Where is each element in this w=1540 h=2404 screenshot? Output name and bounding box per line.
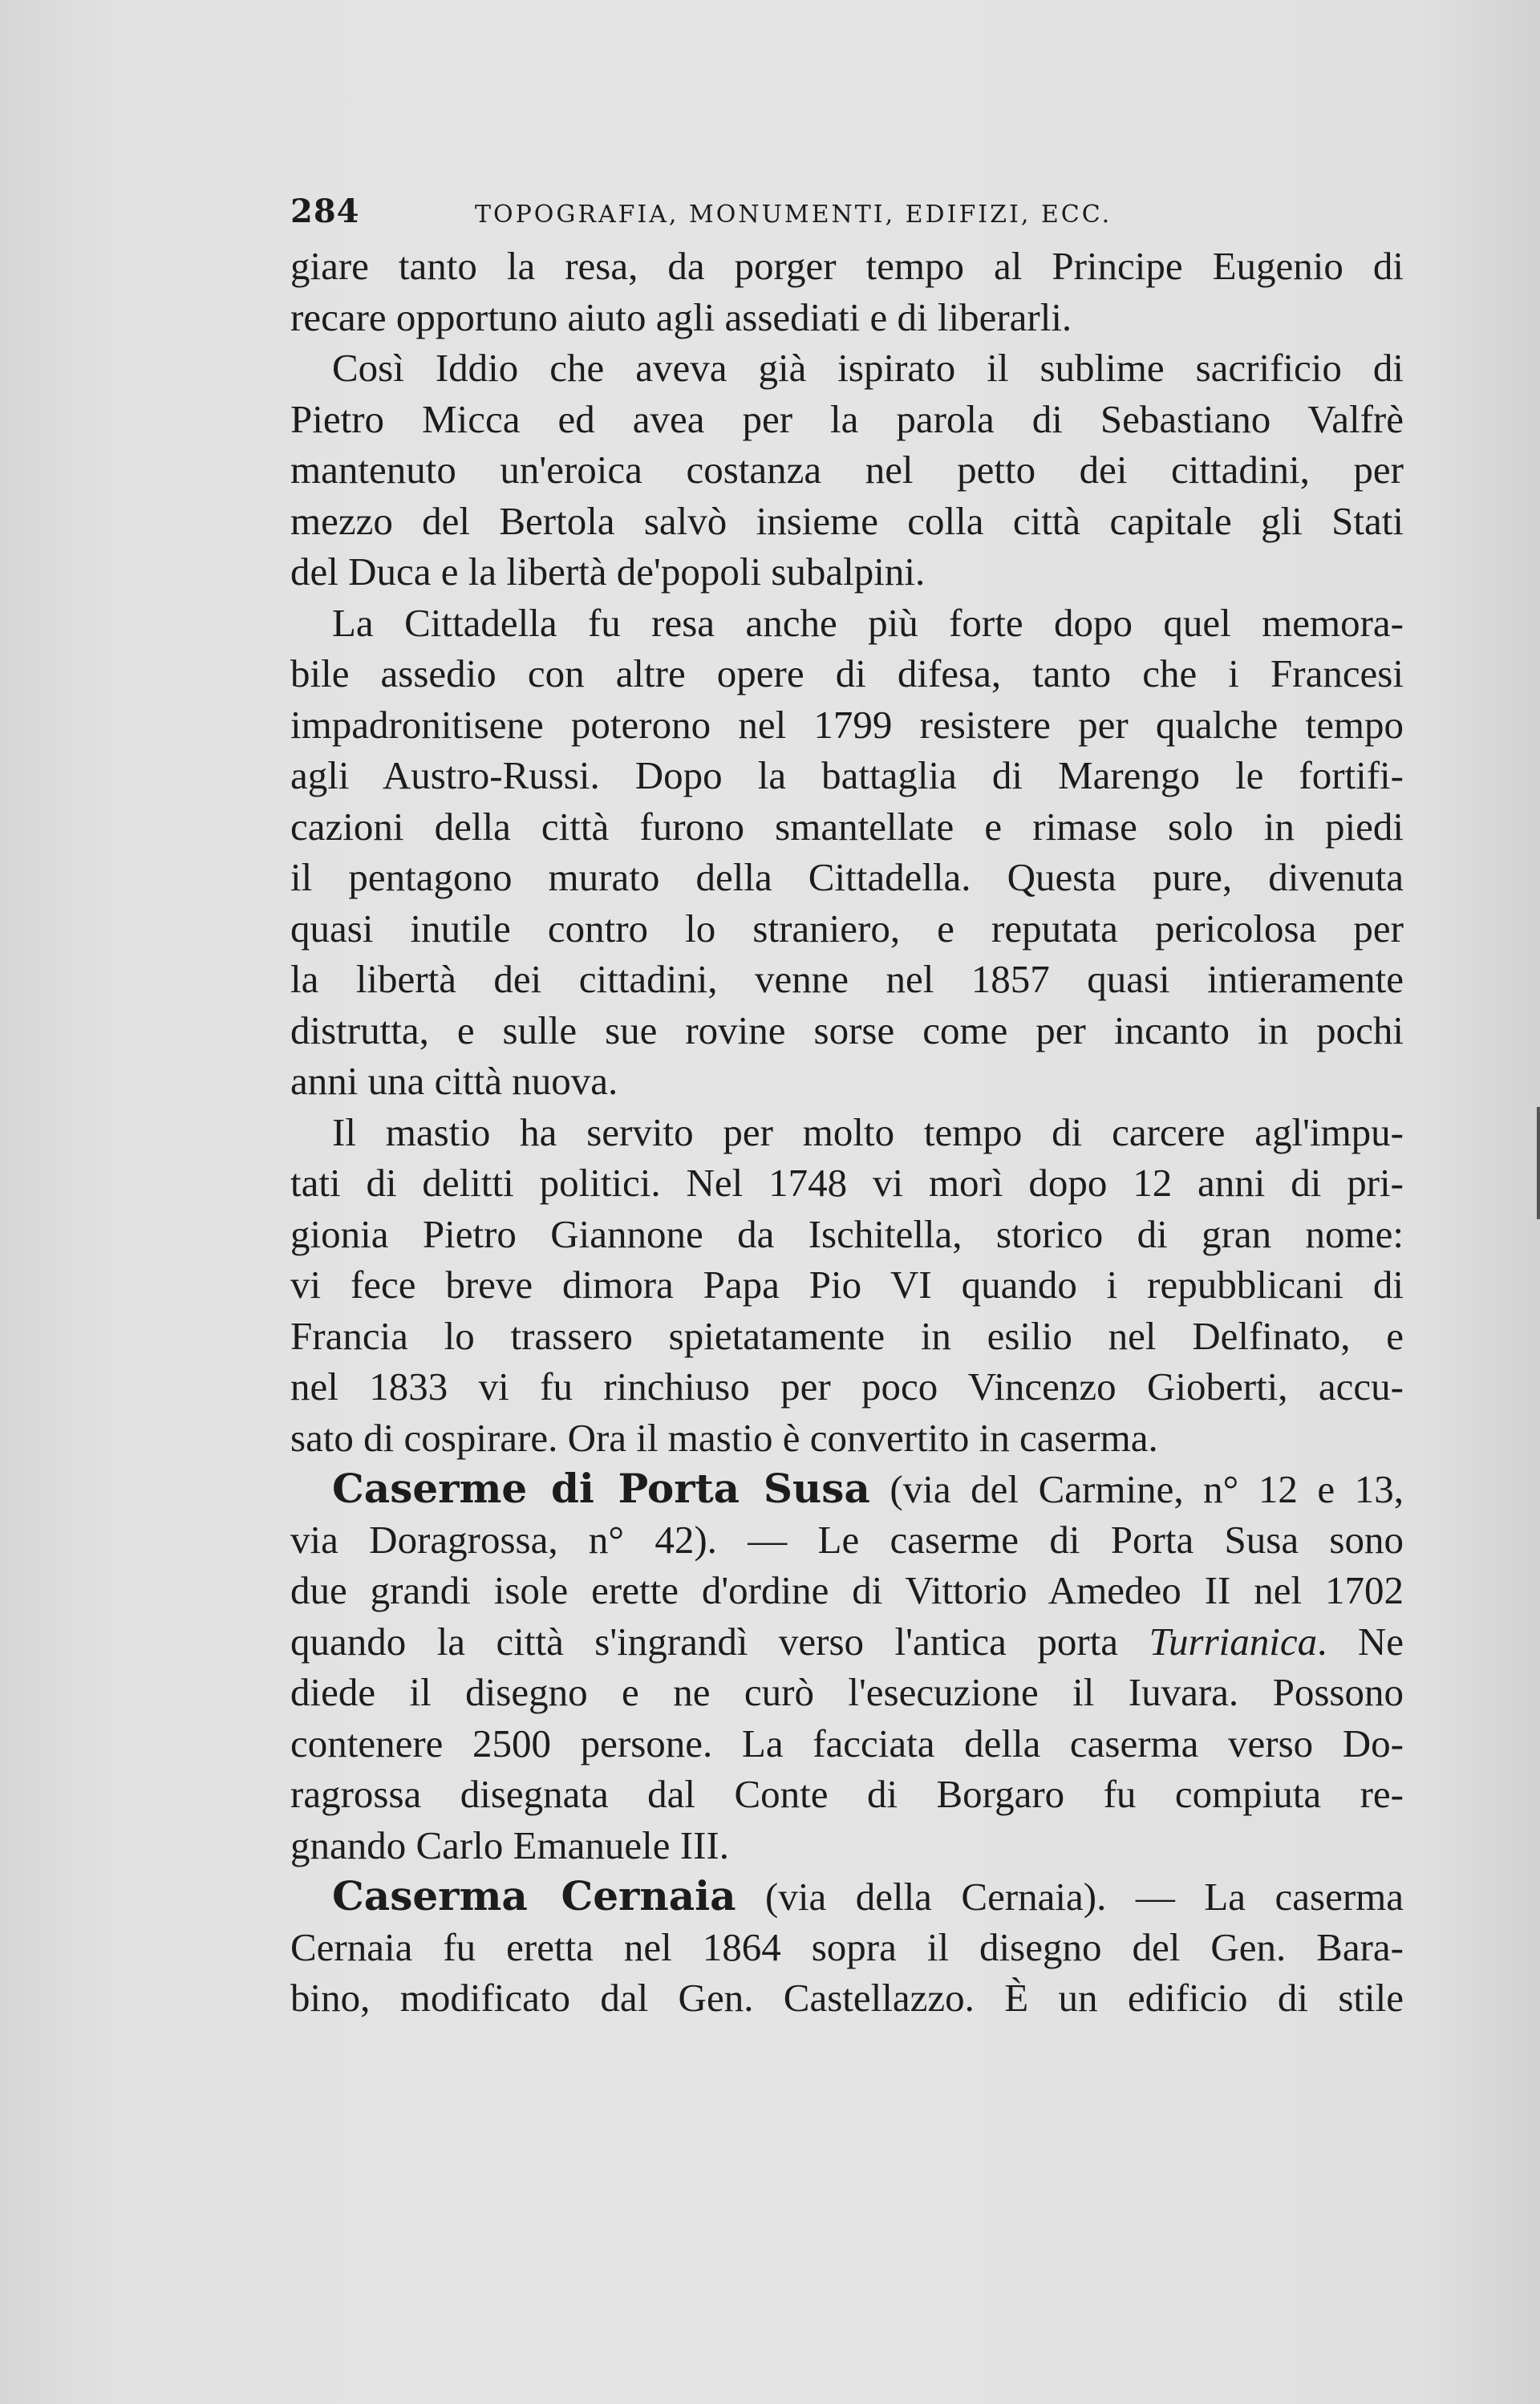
page-number: 284 bbox=[290, 193, 360, 230]
text-fragment: . Ne bbox=[1317, 1619, 1404, 1664]
text-line: due grandi isole erette d'ordine di Vittorio Amedeo II nel 1702 bbox=[290, 1568, 1404, 1612]
text-line: gnando Carlo Emanuele III. bbox=[290, 1822, 729, 1867]
text-line: Pietro Micca ed avea per la parola di Sebastiano Valfrè bbox=[290, 396, 1404, 441]
text-line: ragrossa disegnata dal Conte di Borgaro fu compiuta re- bbox=[290, 1772, 1404, 1816]
text-line: distrutta, e sulle sue rovine sorse come per incanto in pochi bbox=[290, 1007, 1404, 1052]
text-block bbox=[290, 193, 1404, 2024]
text-line: via Doragrossa, n° 42). — Le caserme di Porta Susa sono bbox=[290, 1517, 1404, 1562]
section-heading-line bbox=[290, 1871, 1404, 1922]
section-heading-line bbox=[290, 1463, 1404, 1514]
text-line: agli Austro-Russi. Dopo la battaglia di Marengo le fortifi- bbox=[290, 753, 1404, 797]
text-line: La Cittadella fu resa anche più forte dopo quel memora- bbox=[332, 600, 1404, 645]
section-heading-caserme-porta-susa: Caserme di Porta Susa bbox=[332, 1465, 870, 1512]
section-heading-caserma-cernaia: Caserma Cernaia bbox=[332, 1872, 736, 1920]
text-line: bile assedio con altre opere di difesa, tanto che i Francesi bbox=[290, 651, 1404, 695]
page-header bbox=[290, 193, 1404, 241]
text-fragment: quando la città s'ingrandì verso l'antica porta bbox=[290, 1619, 1149, 1664]
text-line bbox=[290, 1616, 1404, 1668]
text-line: cazioni della città furono smantellate e rimase solo in piedi bbox=[290, 804, 1404, 849]
text-line: impadronitisene poterono nel 1799 resistere per qualche tempo bbox=[290, 702, 1404, 747]
section-heading-tail: (via della Cernaia). — La caserma bbox=[736, 1875, 1404, 1919]
text-line: del Duca e la libertà de'popoli subalpini. bbox=[290, 549, 926, 594]
text-line: Il mastio ha servito per molto tempo di carcere agl'impu- bbox=[332, 1109, 1404, 1154]
text-line: il pentagono murato della Cittadella. Questa pure, divenuta bbox=[290, 855, 1404, 899]
text-line: sato di cospirare. Ora il mastio è convertito in caserma. bbox=[290, 1415, 1158, 1460]
page-edge-mark bbox=[1537, 1107, 1540, 1219]
text-line: recare opportuno aiuto agli assediati e di liberarli. bbox=[290, 294, 1072, 339]
text-line: Così Iddio che aveva già ispirato il sublime sacrificio di bbox=[332, 346, 1404, 390]
text-line: quasi inutile contro lo straniero, e reputata pericolosa per bbox=[290, 906, 1404, 951]
running-head: TOPOGRAFIA, MONUMENTI, EDIFIZI, ECC. bbox=[475, 201, 1112, 229]
text-line: mezzo del Bertola salvò insieme colla città capitale gli Stati bbox=[290, 498, 1404, 543]
text-line: contenere 2500 persone. La facciata della caserma verso Do- bbox=[290, 1721, 1404, 1766]
text-line: anni una città nuova. bbox=[290, 1059, 618, 1103]
italic-term: Turrianica bbox=[1149, 1619, 1318, 1664]
text-line: Francia lo trassero spietatamente in esilio nel Delfinato, e bbox=[290, 1313, 1404, 1358]
text-line: Cernaia fu eretta nel 1864 sopra il disegno del Gen. Bara- bbox=[290, 1924, 1404, 1969]
text-line: giare tanto la resa, da porger tempo al Principe Eugenio di bbox=[290, 244, 1404, 288]
text-line: tati di delitti politici. Nel 1748 vi morì dopo 12 anni di pri- bbox=[290, 1161, 1404, 1205]
text-line: mantenuto un'eroica costanza nel petto dei cittadini, per bbox=[290, 448, 1404, 492]
text-line: gionia Pietro Giannone da Ischitella, storico di gran nome: bbox=[290, 1211, 1404, 1256]
text-line: vi fece breve dimora Papa Pio VI quando i repubblicani di bbox=[290, 1263, 1404, 1307]
text-line: nel 1833 vi fu rinchiuso per poco Vincenzo Gioberti, accu- bbox=[290, 1364, 1404, 1409]
text-line: la libertà dei cittadini, venne nel 1857 quasi intieramente bbox=[290, 957, 1404, 1001]
text-line: bino, modificato dal Gen. Castellazzo. È un edificio di stile bbox=[290, 1976, 1404, 2020]
section-heading-tail: (via del Carmine, n° 12 e 13, bbox=[869, 1467, 1404, 1511]
text-line: diede il disegno e ne curò l'esecuzione il Iuvara. Possono bbox=[290, 1670, 1404, 1714]
